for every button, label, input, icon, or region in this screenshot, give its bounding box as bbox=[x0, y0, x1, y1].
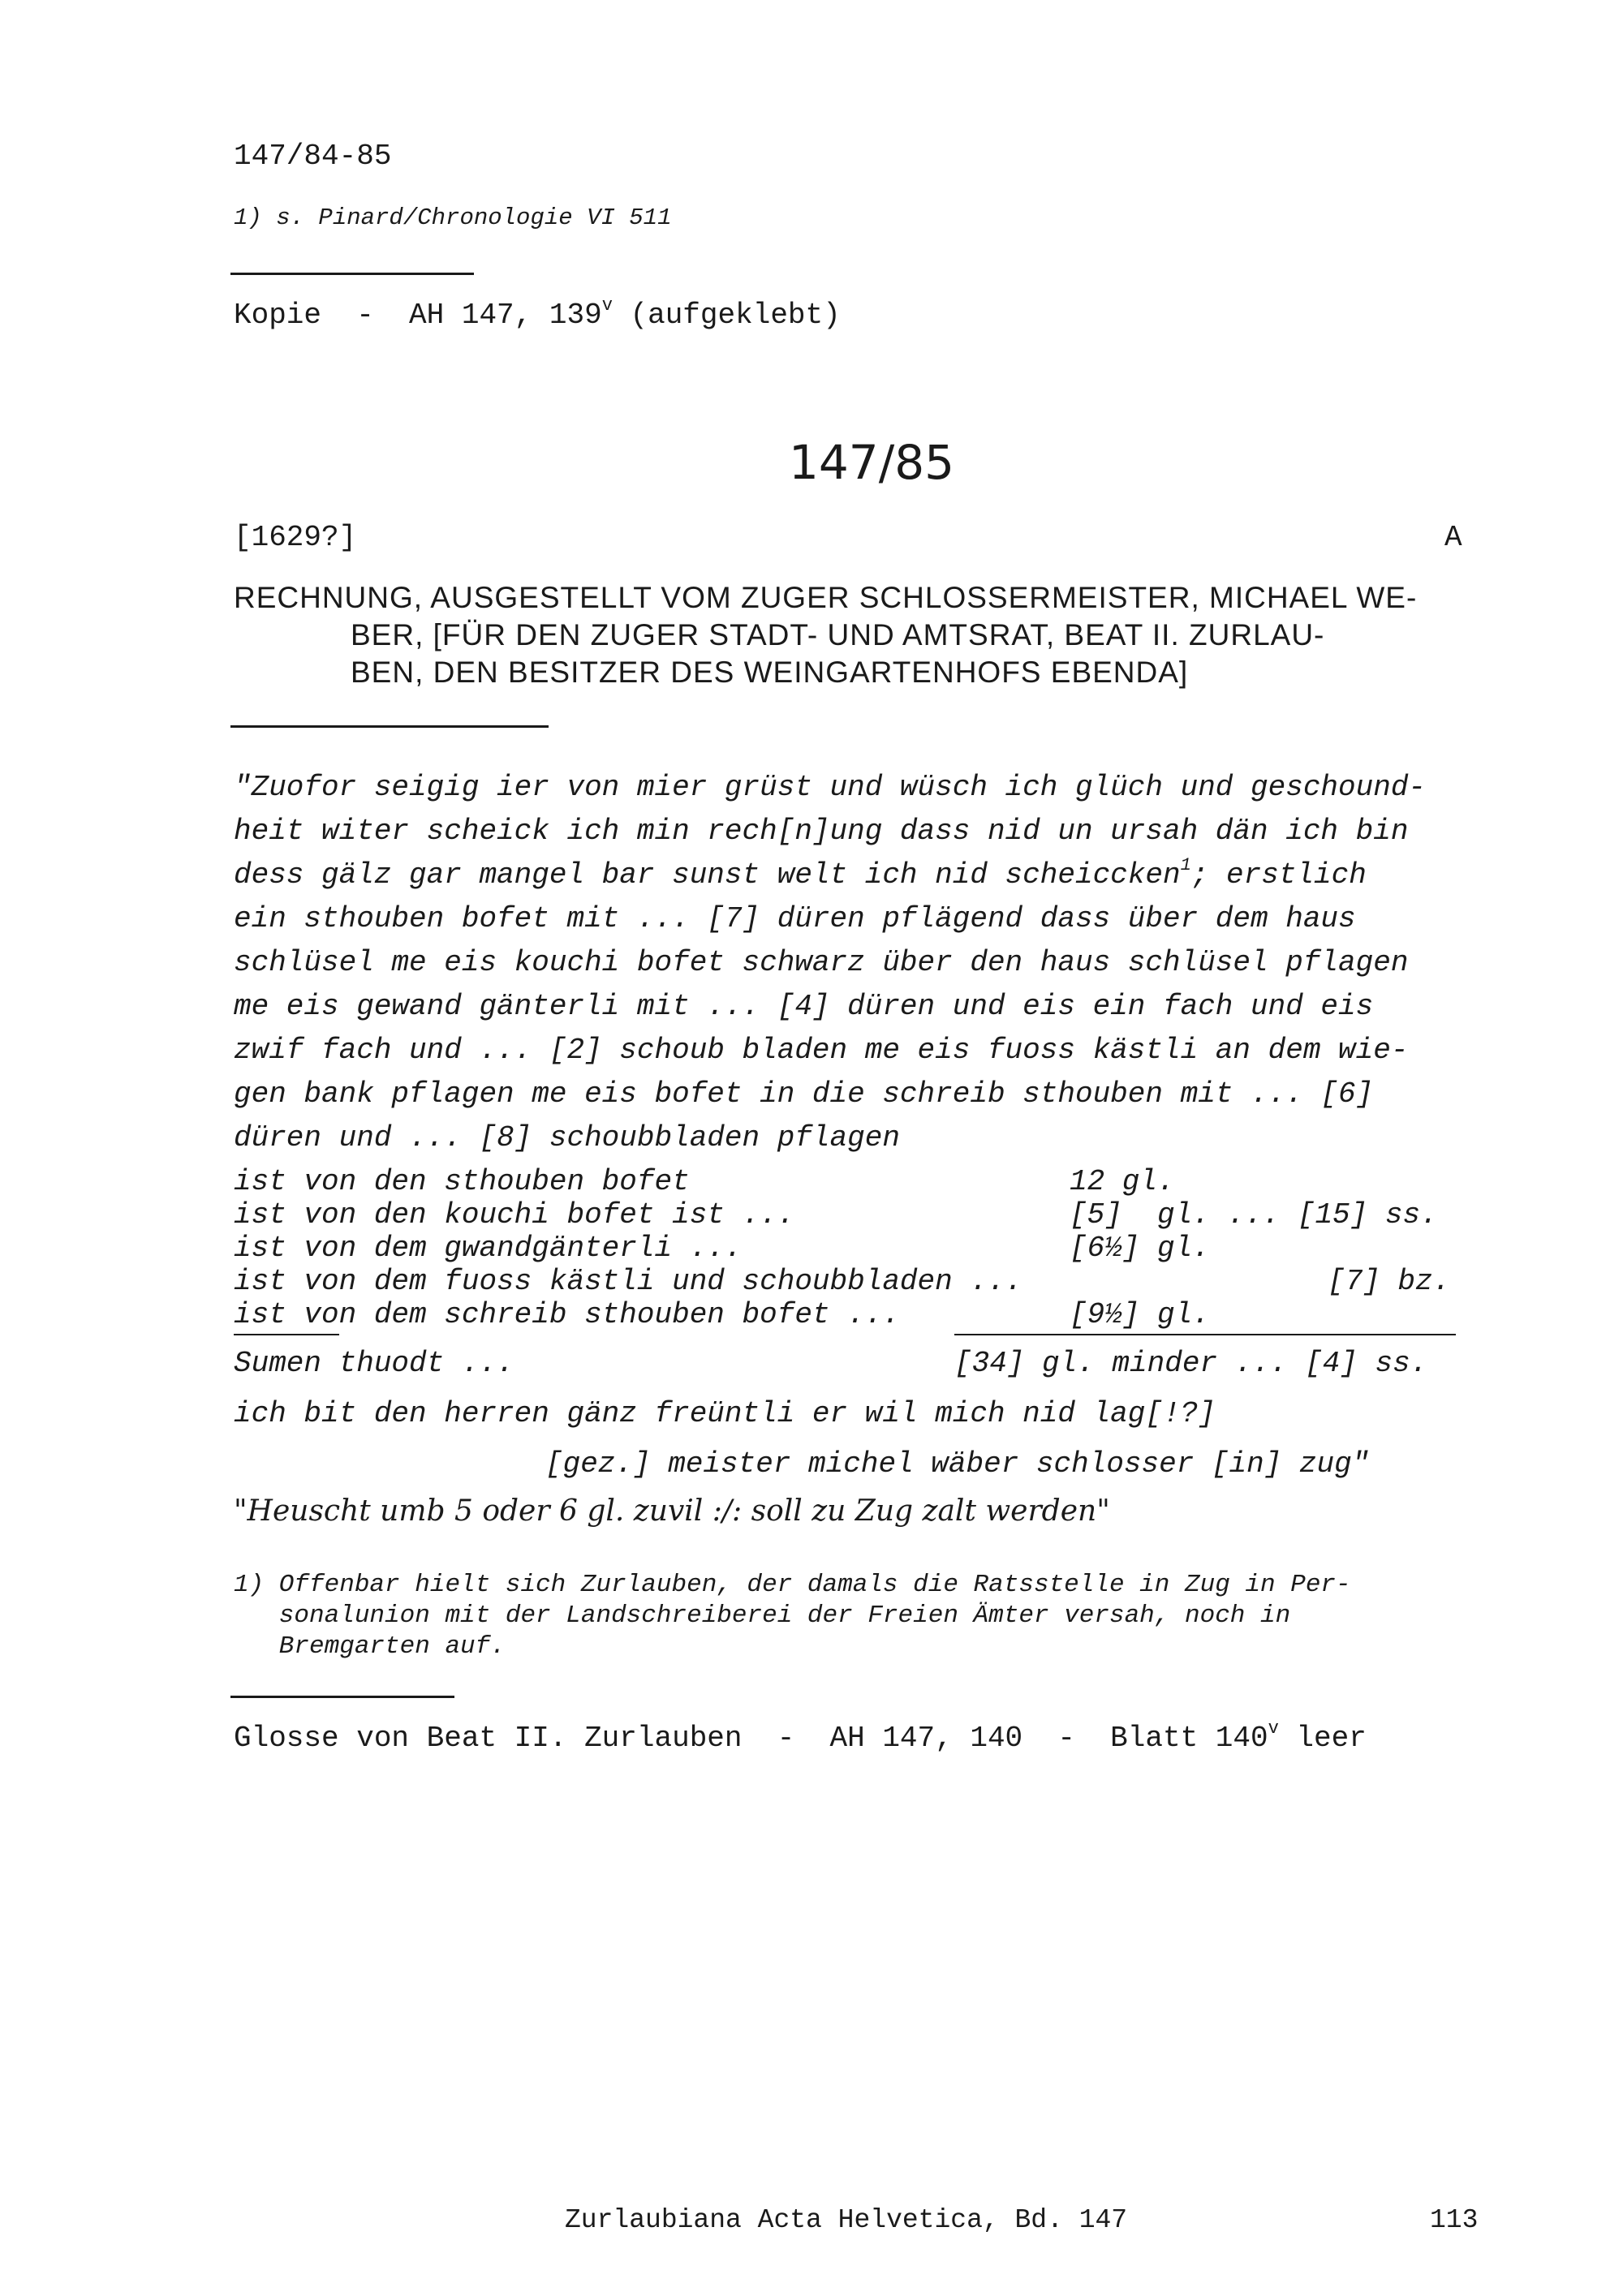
footnote-line: 1) Offenbar hielt sich Zurlauben, der damals die Ratsstelle in Zug in Per- bbox=[234, 1571, 1351, 1599]
source-sup: v bbox=[601, 295, 613, 316]
text-line: düren und ... [8] schoubbladen pflagen bbox=[234, 1121, 900, 1154]
source-text-end: (aufgeklebt) bbox=[612, 299, 841, 332]
account-item: ist von den kouchi bofet ist ... bbox=[234, 1198, 795, 1232]
account-amount: [6½] gl. bbox=[1070, 1232, 1210, 1265]
document-number: 147/85 bbox=[789, 435, 955, 490]
account-item: ist von dem fuoss kästli und schoubbladen ... bbox=[234, 1265, 1023, 1298]
account-item: ist von dem gwandgänterli ... bbox=[234, 1232, 743, 1265]
text-line: heit witer scheick ich min rech[n]ung dass nid un ursah dän ich bin bbox=[234, 815, 1409, 848]
divider bbox=[230, 1696, 454, 1698]
text-segment: dess gälz gar mangel bar sunst welt ich nid scheiccken bbox=[234, 858, 1181, 892]
text-line: ein sthouben bofet mit ... [7] düren pflägend dass über dem haus bbox=[234, 902, 1356, 935]
gloss-source-sup: v bbox=[1268, 1718, 1279, 1739]
footnote-line: sonalunion mit der Landschreiberei der Freien Ämter versah, noch in bbox=[234, 1602, 1291, 1630]
total-label: Sumen thuodt ... bbox=[234, 1347, 514, 1380]
signature: [gez.] meister michel wäber schlosser [in] zug" bbox=[545, 1447, 1370, 1481]
account-amount: [9½] gl. bbox=[1070, 1298, 1210, 1331]
top-footnote: 1) s. Pinard/Chronologie VI 511 bbox=[234, 204, 672, 231]
footnote-line: Bremgarten auf. bbox=[234, 1632, 506, 1661]
divider bbox=[230, 725, 549, 728]
reference-number: 147/84-85 bbox=[234, 140, 392, 173]
page-number: 113 bbox=[1430, 2205, 1479, 2235]
text-line: me eis gewand gänterli mit ... [4] düren und eis ein fach und eis bbox=[234, 990, 1374, 1023]
account-amount: [5] gl. ... [15] ss. bbox=[1070, 1198, 1438, 1232]
source-text: Kopie - AH 147, 139 bbox=[234, 299, 602, 332]
heading-line: RECHNUNG, AUSGESTELLT VOM ZUGER SCHLOSSERMEISTER, MICHAEL WE- bbox=[234, 581, 1418, 614]
underline bbox=[234, 1334, 339, 1335]
text-line: schlüsel me eis kouchi bofet schwarz über den haus schlüsel pflagen bbox=[234, 946, 1409, 979]
text-line: "Zuofor seigig ier von mier grüst und wüsch ich glüch und geschound- bbox=[234, 771, 1427, 804]
total-amount: [34] gl. minder ... [4] ss. bbox=[954, 1347, 1428, 1380]
closing-request: ich bit den herren gänz freüntli er wil mich nid lag[!?] bbox=[234, 1397, 1216, 1430]
account-amount: 12 gl. bbox=[1070, 1165, 1175, 1198]
source-note bbox=[234, 295, 841, 332]
account-extra: [7] bz. bbox=[1328, 1265, 1451, 1298]
divider bbox=[230, 273, 474, 275]
document-letter: A bbox=[1444, 521, 1462, 554]
text-line bbox=[234, 855, 1367, 892]
footnote-ref: 1 bbox=[1180, 855, 1191, 875]
gloss-source-text-end: leer bbox=[1278, 1722, 1367, 1755]
sum-line bbox=[954, 1334, 1456, 1335]
gloss-source bbox=[234, 1718, 1367, 1755]
text-line: zwif fach und ... [2] schoub bladen me eis fuoss kästli an dem wie- bbox=[234, 1034, 1409, 1067]
heading-line: BER, [FÜR DEN ZUGER STADT- UND AMTSRAT, BEAT II. ZURLAU- bbox=[351, 618, 1325, 651]
document-date: [1629?] bbox=[234, 521, 357, 554]
account-item: ist von den sthouben bofet bbox=[234, 1165, 690, 1198]
text-line: gen bank pflagen me eis bofet in die schreib sthouben mit ... [6] bbox=[234, 1077, 1374, 1111]
gloss-source-text: Glosse von Beat II. Zurlauben - AH 147, 140 - Blatt 140 bbox=[234, 1722, 1268, 1755]
footer-publication: Zurlaubiana Acta Helvetica, Bd. 147 bbox=[565, 2205, 1128, 2235]
gloss: "Heuscht umb 5 oder 6 gl. zuvil :/: soll zu Zug zalt werden" bbox=[234, 1494, 1110, 1528]
heading-line: BEN, DEN BESITZER DES WEINGARTENHOFS EBENDA] bbox=[351, 656, 1189, 689]
text-segment: ; erstlich bbox=[1190, 858, 1367, 892]
account-item: ist von dem schreib sthouben bofet ... bbox=[234, 1298, 900, 1331]
